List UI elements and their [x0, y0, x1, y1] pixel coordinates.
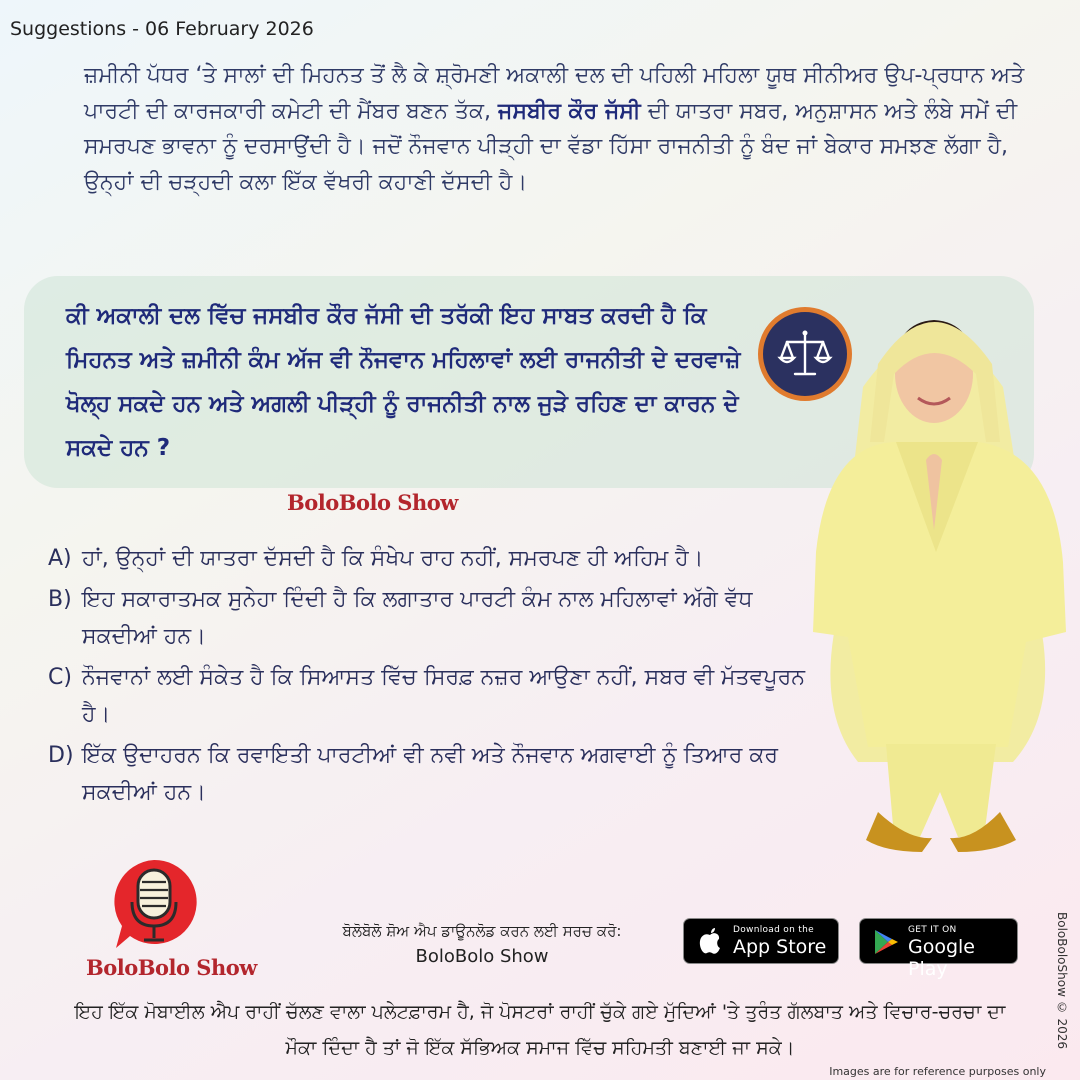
- highlighted-name: ਜਸਬੀਰ ਕੌਰ ਜੱਸੀ: [497, 98, 641, 124]
- microphone-logo-icon: [108, 856, 200, 951]
- option-c[interactable]: [48, 659, 818, 733]
- option-text: ਇੱਕ ਉਦਾਹਰਨ ਕਿ ਰਵਾਇਤੀ ਪਾਰਟੀਆਂ ਵੀ ਨਵੀ ਅਤੇ ਨੌਜਵਾਨ ਅਗਵਾਈ ਨੂੰ ਤਿਆਰ ਕਰ ਸਕਦੀਆਂ ਹਨ।: [82, 743, 779, 805]
- answer-options: [48, 540, 818, 815]
- option-letter: B): [48, 587, 72, 612]
- option-text: ਇਹ ਸਕਾਰਾਤਮਕ ਸੁਨੇਹਾ ਦਿੰਦੀ ਹੈ ਕਿ ਲਗਾਤਾਰ ਪਾਰਟੀ ਕੰਮ ਨਾਲ ਮਹਿਲਾਵਾਂ ਅੱਗੇ ਵੱਧ ਸਕਦੀਆਂ ਹਨ।: [82, 587, 753, 649]
- option-letter: D): [48, 743, 74, 768]
- google-play-small-label: GET IT ON: [908, 925, 957, 935]
- intro-text-part1: ਜ਼ਮੀਨੀ ਪੱਧਰ ‘ਤੇ ਸਾਲਾਂ ਦੀ ਮਿਹਨਤ ਤੋਂ ਲੈ ਕੇ ਸ਼੍ਰੋਮਣੀ ਅਕਾਲੀ ਦਲ ਦੀ ਪਹਿਲੀ ਮਹਿਲਾ ਯੂਥ ਸੀਨੀਅਰ ਉਪ-ਪ੍ਰਧਾਨ ਅਤੇ ਪਾਰਟੀ ਦੀ ਕਾਰਜਕਾਰੀ ਕਮੇਟੀ ਦੀ ਮੈਂਬਰ ਬਣਨ ਤੱਕ,: [84, 63, 1025, 124]
- app-name: BoloBolo Show: [415, 946, 549, 967]
- google-play-label: Google Play: [908, 936, 976, 980]
- option-letter: A): [48, 546, 72, 571]
- footer-description: ਇਹ ਇੱਕ ਮੋਬਾਈਲ ਐਪ ਰਾਹੀਂ ਚੱਲਣ ਵਾਲਾ ਪਲੇਟਫ਼ਾਰਮ ਹੈ, ਜੋ ਪੋਸਟਰਾਂ ਰਾਹੀਂ ਚੁੱਕੇ ਗਏ ਮੁੱਦਿਆਂ 'ਤੇ ਤੁਰੰਤ ਗੱਲਬਾਤ ਅਤੇ ਵਿਚਾਰ-ਚਰਚਾ ਦਾ ਮੌਕਾ ਦਿੰਦਾ ਹੈ ਤਾਂ ਜੋ ਇੱਕ ਸੱਭਿਅਕ ਸਮਾਜ ਵਿੱਚ ਸਹਿਮਤੀ ਬਣਾਈ ਜਾ ਸਕੇ।: [74, 1001, 1006, 1059]
- intro-text-part2: ਦੀ ਯਾਤਰਾ ਸਬਰ, ਅਨੁਸ਼ਾਸਨ ਅਤੇ ਲੰਬੇ ਸਮੇਂ ਦੀ ਸਮਰਪਣ ਭਾਵਨਾ ਨੂੰ ਦਰਸਾਉਂਦੀ ਹੈ। ਜਦੋਂ ਨੌਜਵਾਨ ਪੀੜ੍ਹੀ ਦਾ ਵੱਡਾ ਹਿੱਸਾ ਰਾਜਨੀਤੀ ਨੂੰ ਬੰਦ ਜਾਂ ਬੇਕਾਰ ਸਮਝਣ ਲੱਗਾ ਹੈ, ਉਨ੍ਹਾਂ ਦੀ ਚੜ੍ਹਦੀ ਕਲਾ ਇੱਕ ਵੱਖਰੀ ਕਹਾਣੀ ਦੱਸਦੀ ਹੈ।: [84, 98, 1018, 195]
- option-a[interactable]: [48, 540, 818, 577]
- app-store-button[interactable]: [683, 918, 839, 964]
- reference-note: Images are for reference purposes only: [829, 1065, 1046, 1078]
- app-store-small-label: Download on the: [733, 925, 814, 935]
- brand-logo-text: BoloBolo Show: [86, 955, 257, 980]
- option-b[interactable]: [48, 581, 818, 655]
- brand-watermark: BoloBolo Show: [287, 490, 458, 515]
- download-instruction: ਬੋਲੋਬੋਲੋ ਸ਼ੋਅ ਐਪ ਡਾਊਨਲੋਡ ਕਰਨ ਲਈ ਸਰਚ ਕਰੋ:: [342, 922, 622, 940]
- google-play-button[interactable]: [859, 918, 1018, 980]
- copyright-text: BoloBoloShow © 2026: [1055, 912, 1069, 1050]
- download-prompt: [292, 922, 672, 967]
- question-text: ਕੀ ਅਕਾਲੀ ਦਲ ਵਿੱਚ ਜਸਬੀਰ ਕੌਰ ਜੱਸੀ ਦੀ ਤਰੱਕੀ ਇਹ ਸਾਬਤ ਕਰਦੀ ਹੈ ਕਿ ਮਿਹਨਤ ਅਤੇ ਜ਼ਮੀਨੀ ਕੰਮ ਅੱਜ ਵੀ ਨੌਜਵਾਨ ਮਹਿਲਾਵਾਂ ਲਈ ਰਾਜਨੀਤੀ ਦੇ ਦਰਵਾਜ਼ੇ ਖੋਲ੍ਹ ਸਕਦੇ ਹਨ ਅਤੇ ਅਗਲੀ ਪੀੜ੍ਹੀ ਨੂੰ ਰਾਜਨੀਤੀ ਨਾਲ ਜੁੜੇ ਰਹਿਣ ਦਾ ਕਾਰਨ ਦੇ ਸਕਦੇ ਹਨ ?: [66, 303, 741, 461]
- google-play-icon: [872, 928, 900, 956]
- apple-icon: [698, 927, 722, 955]
- option-letter: C): [48, 665, 72, 690]
- option-d[interactable]: [48, 737, 818, 811]
- app-store-label: App Store: [733, 936, 827, 958]
- option-text: ਹਾਂ, ਉਨ੍ਹਾਂ ਦੀ ਯਾਤਰਾ ਦੱਸਦੀ ਹੈ ਕਿ ਸੰਖੇਪ ਰਾਹ ਨਹੀਂ, ਸਮਰਪਣ ਹੀ ਅਹਿਮ ਹੈ।: [82, 546, 704, 571]
- intro-paragraph: [84, 58, 1034, 200]
- person-illustration: [808, 292, 1070, 872]
- option-text: ਨੌਜਵਾਨਾਂ ਲਈ ਸੰਕੇਤ ਹੈ ਕਿ ਸਿਆਸਤ ਵਿੱਚ ਸਿਰਫ਼ ਨਜ਼ਰ ਆਉਣਾ ਨਹੀਂ, ਸਬਰ ਵੀ ਮੱਤਵਪੂਰਨ ਹੈ।: [82, 665, 805, 727]
- post-date: Suggestions - 06 February 2026: [10, 18, 314, 40]
